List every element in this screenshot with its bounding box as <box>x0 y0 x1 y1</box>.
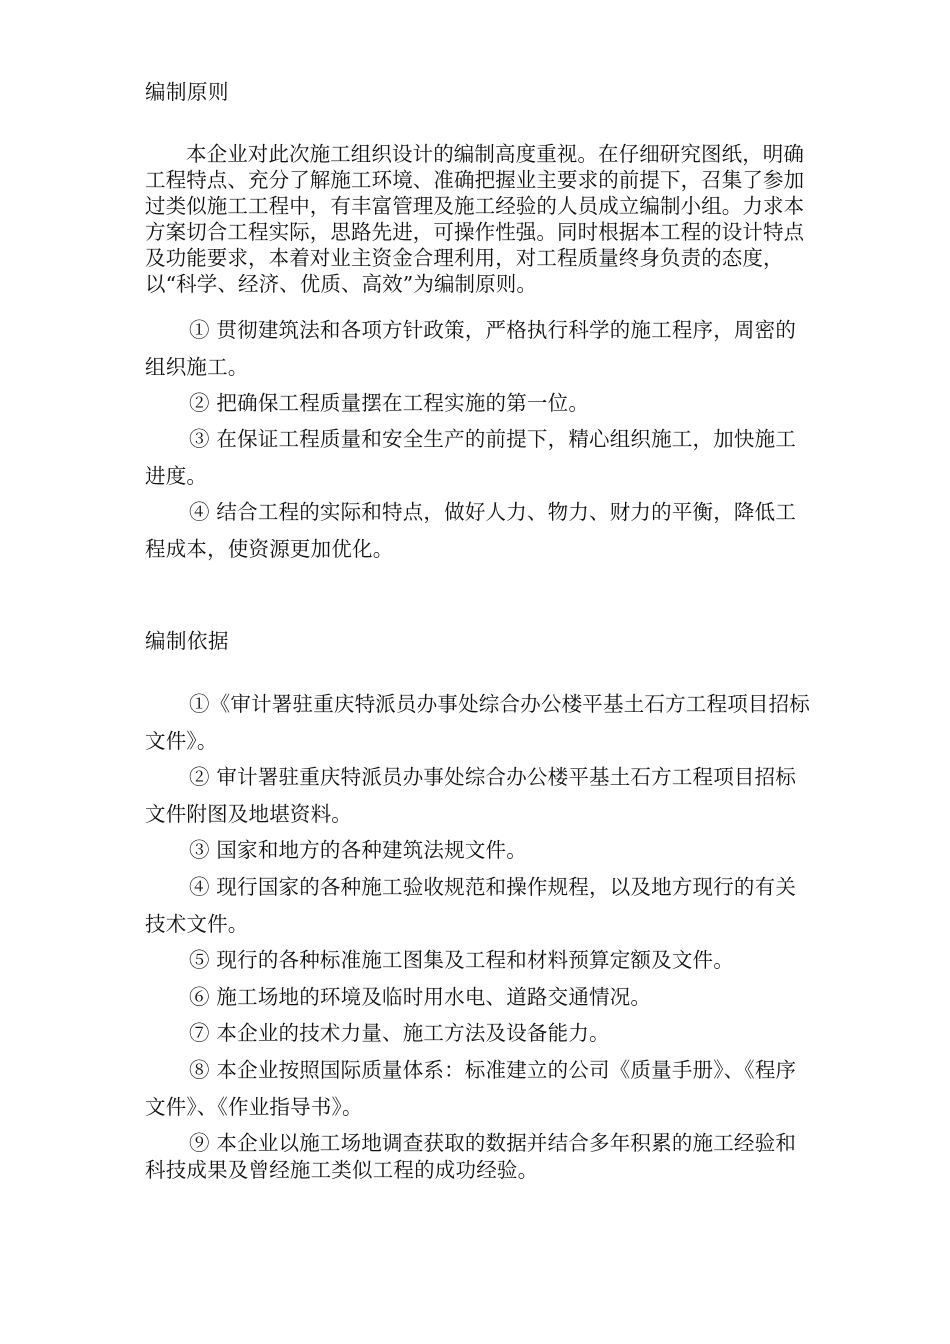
basis-item-2: ② 审计署驻重庆特派员办事处综合办公楼平基土石方工程项目招标文件附图及地堪资料。 <box>145 765 797 826</box>
section-heading-principles: 编制原则 <box>145 80 229 104</box>
principle-item-2: ② 把确保工程质量摆在工程实施的第一位。 <box>189 391 590 415</box>
basis-item-3: ③ 国家和地方的各种建筑法规文件。 <box>189 838 527 862</box>
basis-item-6: ⑥ 施工场地的环境及临时用水电、道路交通情况。 <box>189 985 652 1009</box>
basis-item-1: ①《审计署驻重庆特派员办事处综合办公楼平基土石方工程项目招标文件》。 <box>145 692 810 753</box>
basis-item-7: ⑦ 本企业的技术力量、施工方法及设备能力。 <box>189 1021 610 1045</box>
basis-item-4: ④ 现行国家的各种施工验收规范和操作规程，以及地方现行的有关技术文件。 <box>145 875 797 936</box>
principle-item-4: ④ 结合工程的实际和特点，做好人力、物力、财力的平衡，降低工程成本，使资源更加优化。 <box>145 500 797 561</box>
basis-item-8: ⑧ 本企业按照国际质量体系：标准建立的公司《质量手册》、《程序文件》、《作业指导书》。 <box>145 1058 797 1119</box>
section-heading-basis: 编制依据 <box>145 629 229 653</box>
principle-item-1: ① 贯彻建筑法和各项方针政策，严格执行科学的施工程序，周密的组织施工。 <box>145 318 797 379</box>
principle-item-3: ③ 在保证工程质量和安全生产的前提下，精心组织施工，加快施工进度。 <box>145 427 797 488</box>
basis-item-5: ⑤ 现行的各种标准施工图集及工程和材料预算定额及文件。 <box>189 948 734 972</box>
principles-intro-paragraph: 本企业对此次施工组织设计的编制高度重视。在仔细研究图纸，明确工程特点、充分了解施工环境、准确把握业主要求的前提下，召集了参加过类似施工工程中，有丰富管理及施工经验的人员成立编制小组。力求本方案切合工程实际，思路先进，可操作性强。同时根据本工程的设计特点及功能要求，本着对业主资金合理利用，对工程质量终身负责的态度，以“科学、经济、优质、高效”为编制原则。 <box>145 142 805 296</box>
basis-item-9: ⑨ 本企业以施工场地调查获取的数据并结合多年积累的施工经验和科技成果及曾经施工类似工程的成功经验。 <box>145 1131 797 1182</box>
